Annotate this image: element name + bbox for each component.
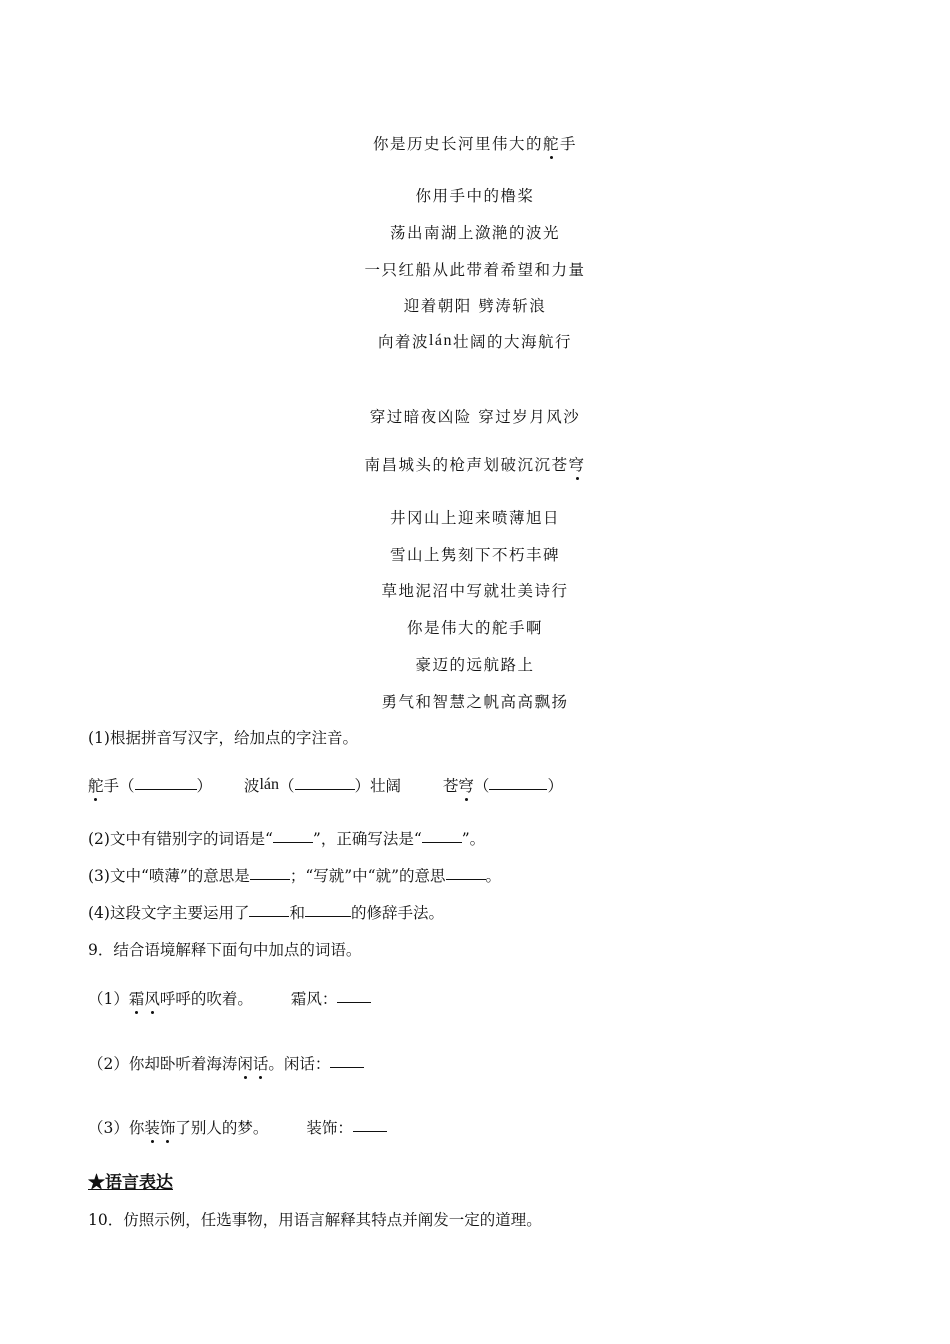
question-10-title: 10．仿照示例，任选事物，用语言解释其特点并阐发一定的道理。 [88, 1211, 542, 1229]
answer-row: 舵手（ ） 波lán（ ）壮阔 苍穹（ ） [88, 776, 563, 795]
answer-blank[interactable] [337, 1001, 371, 1003]
question-part-2: (2)文中有错别字的词语是“ ”，正确写法是“ ”。 [88, 830, 486, 848]
dotted-char: 风 [144, 987, 160, 1009]
poem-line: 向着波lán壮阔的大海航行 [377, 332, 573, 351]
section-heading: ★语言表达 [88, 1173, 173, 1193]
answer-blank[interactable] [305, 915, 351, 917]
poem-line: 南昌城头的枪声划破沉沉苍穹 [0, 453, 950, 475]
dotted-char: 舵 [88, 774, 104, 796]
answer-blank[interactable] [489, 788, 547, 790]
answer-blank[interactable] [330, 1066, 364, 1068]
question-part-4: (4)这段文字主要运用了 和 的修辞手法。 [88, 904, 444, 922]
poem-line: 井冈山上迎来喷薄旭日 [389, 509, 560, 527]
answer-blank[interactable] [353, 1130, 387, 1132]
answer-blank[interactable] [273, 841, 313, 843]
poem-line: 豪迈的远航路上 [415, 656, 535, 674]
answer-blank[interactable] [249, 915, 289, 917]
poem-line: 你用手中的橹桨 [415, 187, 535, 205]
dotted-char: 装 [144, 1116, 160, 1138]
poem-line: 穿过暗夜凶险 穿过岁月风沙 [369, 408, 581, 426]
question-9-item-2: （2）你却卧听着海涛闲话。闲话： [88, 1052, 364, 1074]
poem-line: 你是伟大的舵手啊 [406, 619, 543, 637]
poem-line: 迎着朝阳 劈涛斩浪 [403, 297, 547, 315]
dotted-char: 话 [253, 1052, 269, 1074]
dotted-char: 穹 [569, 453, 586, 475]
poem-line: 一只红船从此带着希望和力量 [364, 261, 586, 279]
poem-line: 你是历史长河里伟大的舵手 [0, 132, 950, 154]
pinyin-text: lán [259, 776, 279, 793]
question-9-item-3: （3）你装饰了别人的梦。 装饰： [88, 1116, 387, 1138]
dotted-char: 饰 [160, 1116, 176, 1138]
answer-blank[interactable] [250, 878, 290, 880]
answer-blank[interactable] [135, 788, 197, 790]
dotted-char: 舵 [543, 132, 560, 154]
question-part-1: (1)根据拼音写汉字，给加点的字注音。 [88, 729, 358, 747]
pinyin-text: lán [428, 332, 454, 349]
dotted-char: 闲 [237, 1052, 253, 1074]
poem-line: 勇气和智慧之帆高高飘扬 [381, 693, 569, 711]
poem-line: 雪山上隽刻下不朽丰碑 [389, 546, 560, 564]
answer-blank[interactable] [295, 788, 355, 790]
question-9-item-1: （1）霜风呼呼的吹着。 霜风： [88, 987, 371, 1009]
answer-blank[interactable] [446, 878, 486, 880]
poem-line: 草地泥沼中写就壮美诗行 [381, 582, 569, 600]
poem-line: 荡出南湖上潋滟的波光 [389, 224, 560, 242]
answer-blank[interactable] [422, 841, 462, 843]
dotted-char: 霜 [129, 987, 145, 1009]
dotted-char: 穹 [458, 774, 474, 796]
question-part-3: (3)文中“喷薄”的意思是 ；“写就”中“就”的意思 。 [88, 867, 502, 885]
question-9-title: 9．结合语境解释下面句中加点的词语。 [88, 941, 362, 959]
